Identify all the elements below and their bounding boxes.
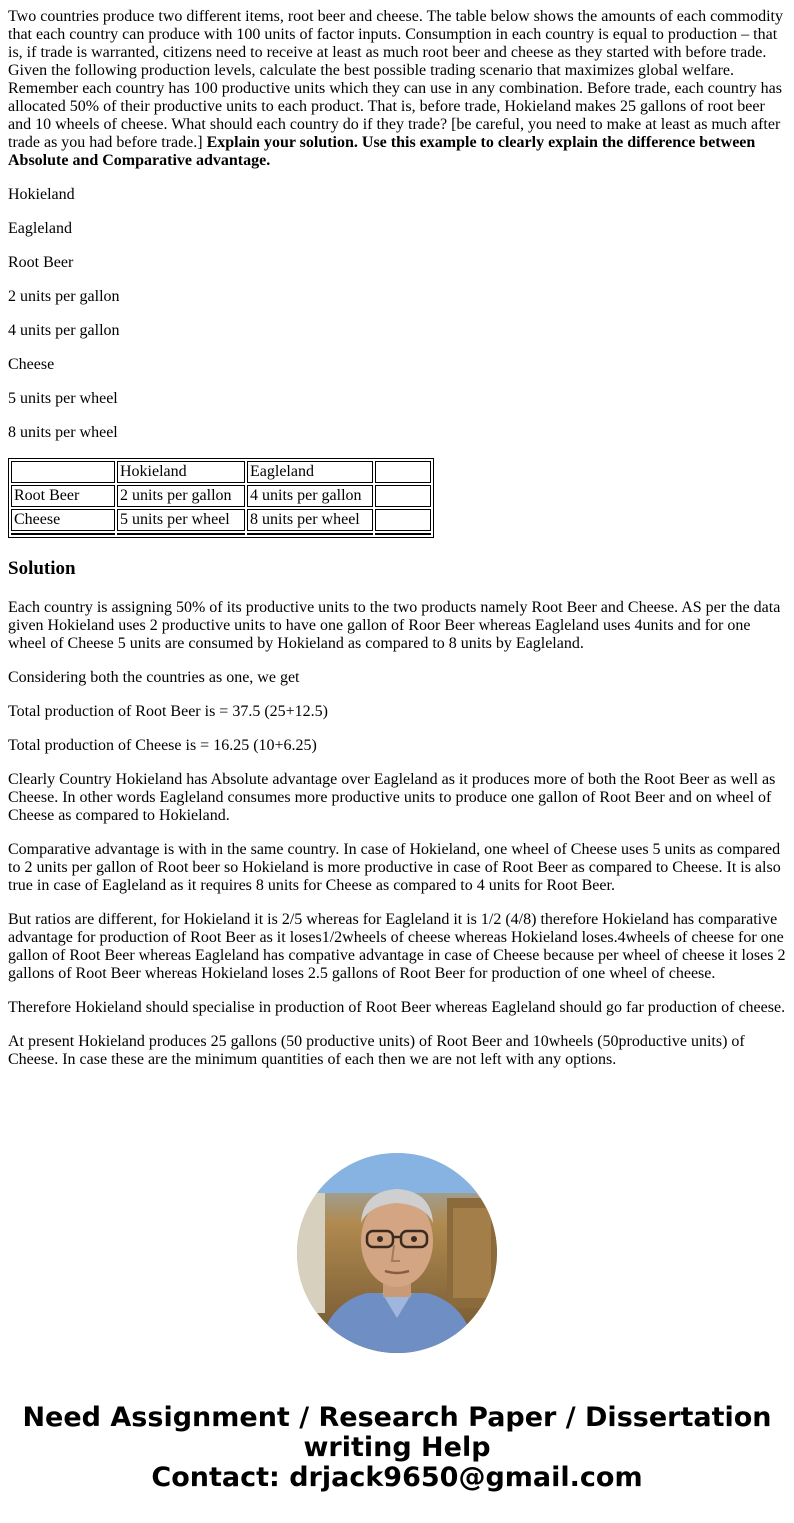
footer-line-1: Need Assignment / Research Paper / Dissertation [22, 1402, 772, 1433]
question-paragraph [8, 8, 786, 170]
table-cell: 2 units per gallon [117, 485, 245, 507]
solution-paragraph: Considering both the countries as one, we get [8, 669, 300, 686]
table-cell: Hokieland [117, 461, 245, 483]
solution-paragraph: Clearly Country Hokieland has Absolute advantage over Eagleland as it produces more of both the Root Beer as well as Cheese. In other words Eagleland consumes more productive units to produce one gallon of Root Beer and on wheel of Cheese as compared to Hokieland. [8, 771, 776, 824]
flat-line-root-beer: Root Beer [8, 254, 74, 271]
document-body [8, 8, 786, 1085]
flat-line-eagleland-cheese-rate: 8 units per wheel [8, 424, 118, 441]
table-cell-empty [117, 533, 245, 535]
flat-line-hokieland-cheese-rate: 5 units per wheel [8, 390, 118, 407]
table-cell-empty [11, 533, 115, 535]
production-table [8, 458, 434, 538]
question-text: Two countries produce two different items, root beer and cheese. The table below shows the amounts of each commodity that each country can produce with 100 units of factor inputs. Consumption in each country is equal to production – that is, if trade is warranted, citizens need to receive at least as much root beer and cheese as they started with before trade. Given the following production levels, calculate the best possible trading scenario that maximizes global welfare. Remember each country has 100 productive units which they can use in any combination. Before trade, each country has allocated 50% of their productive units to each product. That is, before trade, Hokieland makes 25 gallons of root beer and 10 wheels of cheese. What should each country do if they trade? [be careful, you need to make at least as much after trade as you had before trade.] [8, 8, 783, 151]
table-cell: 5 units per wheel [117, 509, 245, 531]
table-row [11, 509, 431, 531]
solution-heading: Solution [8, 558, 76, 579]
solution-paragraph: Therefore Hokieland should specialise in production of Root Beer whereas Eagleland should go far production of cheese. [8, 999, 786, 1016]
flat-line-hokieland-rootbeer-rate: 2 units per gallon [8, 288, 120, 305]
solution-paragraph: Comparative advantage is with in the same country. In case of Hokieland, one wheel of Cheese uses 5 units as compared to 2 units per gallon of Root beer so Hokieland is more productive in case of Root Beer as compared to Cheese. It is also true in case of Eagleland as it requires 8 units for Cheese as compared to 4 units for Root Beer. [8, 841, 781, 894]
author-avatar [297, 1153, 497, 1353]
table-cell [375, 461, 431, 483]
table-cell [11, 461, 115, 483]
table-cell: 4 units per gallon [247, 485, 373, 507]
table-row [11, 485, 431, 507]
table-cell-empty [375, 533, 431, 535]
solution-paragraph: Total production of Cheese is = 16.25 (10+6.25) [8, 737, 317, 754]
table-cell: Cheese [11, 509, 115, 531]
table-cell: Root Beer [11, 485, 115, 507]
table-cell: Eagleland [247, 461, 373, 483]
table-cell-empty [247, 533, 373, 535]
promo-footer [0, 1403, 794, 1493]
avatar-portrait-icon [297, 1153, 497, 1353]
table-cell [375, 485, 431, 507]
question-bold-instruction: Explain your solution. Use this example to clearly explain the difference between Absolute and Comparative advantage. [8, 134, 756, 169]
table-cell [375, 509, 431, 531]
solution-paragraph: At present Hokieland produces 25 gallons (50 productive units) of Root Beer and 10wheels (50productive units) of Cheese. In case these are the minimum quantities of each then we are not left with any options. [8, 1033, 745, 1068]
flat-line-eagleland: Eagleland [8, 220, 72, 237]
flat-line-cheese: Cheese [8, 356, 55, 373]
table-empty-row [11, 533, 431, 535]
solution-paragraph: Each country is assigning 50% of its productive units to the two products namely Root Beer and Cheese. AS per the data given Hokieland uses 2 productive units to have one gallon of Roor Beer whereas Eagleland uses 4units and for one wheel of Cheese 5 units are consumed by Hokieland as compared to 8 units by Eagleland. [8, 599, 781, 652]
flat-line-eagleland-rootbeer-rate: 4 units per gallon [8, 322, 120, 339]
footer-contact-line: Contact: drjack9650@gmail.com [151, 1462, 643, 1493]
solution-paragraph: Total production of Root Beer is = 37.5 (25+12.5) [8, 703, 328, 720]
footer-line-2: writing Help [303, 1432, 491, 1463]
table-header-row [11, 461, 431, 483]
solution-paragraph: But ratios are different, for Hokieland it is 2/5 whereas for Eagleland it is 1/2 (4/8) therefore Hokieland has comparative advantage for production of Root Beer as it loses1/2wheels of cheese whereas Hokieland loses.4wheels of cheese for one gallon of Root Beer whereas Eagleland has compative advantage in case of Cheese because per wheel of cheese it loses 2 gallons of Root Beer whereas Hokieland loses 2.5 gallons of Root Beer for production of one wheel of cheese. [8, 911, 786, 982]
flat-line-hokieland: Hokieland [8, 186, 75, 203]
table-cell: 8 units per wheel [247, 509, 373, 531]
